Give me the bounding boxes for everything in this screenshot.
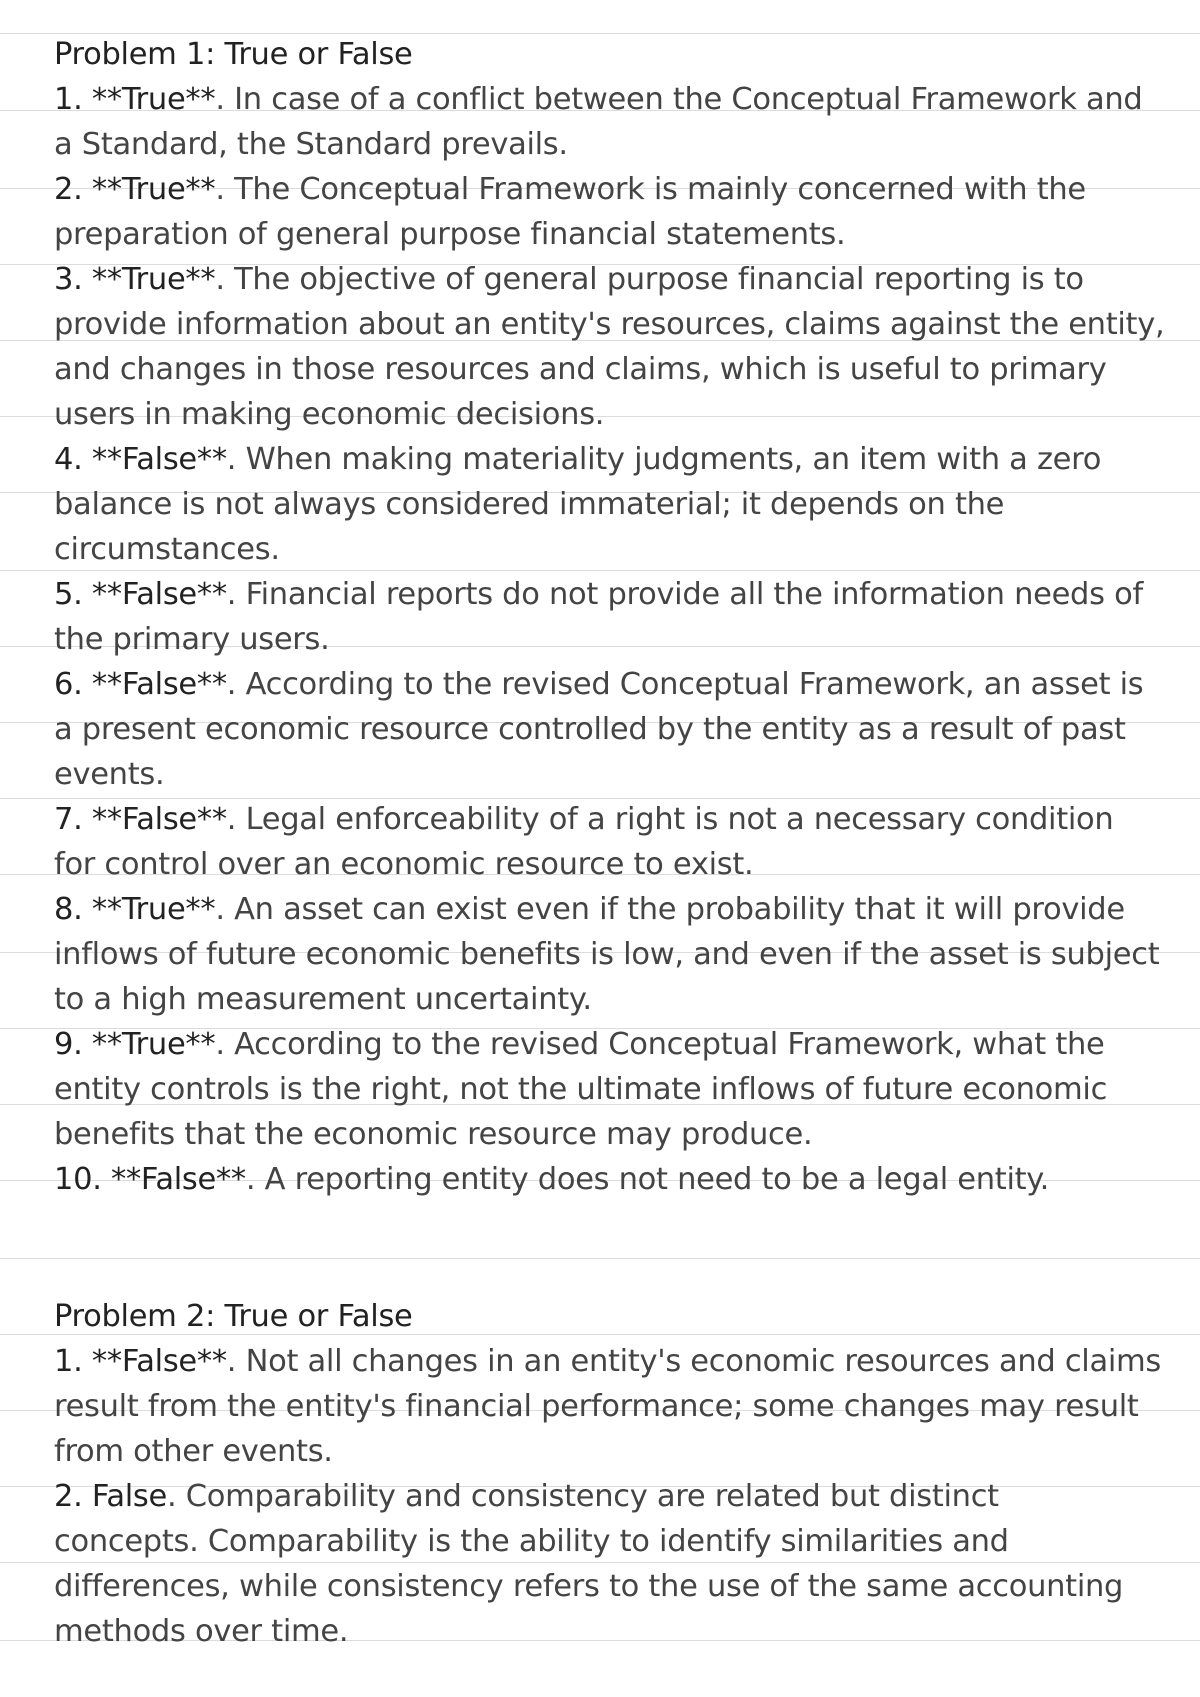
answer-text: concepts. Comparability is the ability to identify similarities and xyxy=(54,1524,1009,1559)
answer-text: differences, while consistency refers to the use of the same accounting xyxy=(54,1569,1124,1604)
answer-text: . According to the revised Conceptual Framework, what the xyxy=(215,1027,1105,1062)
answer-text: . Comparability and consistency are related but distinct xyxy=(167,1479,999,1514)
answer-tag: **True** xyxy=(91,172,216,207)
answer-item-5 xyxy=(54,572,1174,662)
answer-text: and changes in those resources and claims, which is useful to primary xyxy=(54,352,1107,387)
answer-text: events. xyxy=(54,757,165,792)
answer-text: preparation of general purpose financial statements. xyxy=(54,217,846,252)
problem-1-heading: Problem 1: True or False xyxy=(54,37,413,72)
ruled-line xyxy=(0,1258,1200,1259)
answer-tag: False xyxy=(91,1479,167,1514)
answer-item-2 xyxy=(54,167,1174,257)
answer-text: inflows of future economic benefits is low, and even if the asset is subject xyxy=(54,937,1160,972)
answer-tag: **False** xyxy=(91,667,227,702)
answer-tag: **False** xyxy=(91,442,227,477)
answer-item-3 xyxy=(54,257,1174,437)
answer-text: circumstances. xyxy=(54,532,280,567)
answer-tag: **True** xyxy=(91,892,216,927)
answer-tag: **False** xyxy=(111,1162,246,1197)
answer-item-2 xyxy=(54,1474,1174,1654)
answer-item-7 xyxy=(54,797,1174,887)
answer-text: . Legal enforceability of a right is not a necessary condition xyxy=(226,802,1114,837)
item-number: 10. xyxy=(54,1162,102,1197)
answer-text: to a high measurement uncertainty. xyxy=(54,982,592,1017)
answer-text: . In case of a conflict between the Conceptual Framework and xyxy=(215,82,1143,117)
answer-tag: **False** xyxy=(91,802,227,837)
answer-text: the primary users. xyxy=(54,622,330,657)
item-number: 9. xyxy=(54,1027,83,1062)
answer-text: users in making economic decisions. xyxy=(54,397,605,432)
item-number: 2. xyxy=(54,172,83,207)
answer-item-6 xyxy=(54,662,1174,797)
answer-tag: **True** xyxy=(91,82,216,117)
answer-text: methods over time. xyxy=(54,1614,349,1649)
answer-item-4 xyxy=(54,437,1174,572)
answer-tag: **True** xyxy=(91,1027,216,1062)
answer-text: balance is not always considered immaterial; it depends on the xyxy=(54,487,1005,522)
answer-text: . An asset can exist even if the probability that it will provide xyxy=(215,892,1125,927)
answer-item-1 xyxy=(54,77,1174,167)
answer-tag: **True** xyxy=(91,262,216,297)
answer-item-9 xyxy=(54,1022,1174,1157)
answer-item-10 xyxy=(54,1157,1174,1202)
item-number: 3. xyxy=(54,262,83,297)
answer-text: . According to the revised Conceptual Framework, an asset is xyxy=(226,667,1144,702)
item-number: 4. xyxy=(54,442,83,477)
answer-text: benefits that the economic resource may produce. xyxy=(54,1117,813,1152)
answer-text: . The objective of general purpose financial reporting is to xyxy=(215,262,1084,297)
item-number: 7. xyxy=(54,802,83,837)
answer-text: result from the entity's financial performance; some changes may result xyxy=(54,1389,1139,1424)
answer-item-8 xyxy=(54,887,1174,1022)
item-number: 8. xyxy=(54,892,83,927)
answer-text: a present economic resource controlled by the entity as a result of past xyxy=(54,712,1126,747)
answer-text: . Financial reports do not provide all the information needs of xyxy=(226,577,1143,612)
answer-tag: **False** xyxy=(91,1344,227,1379)
answer-item-1 xyxy=(54,1339,1174,1474)
answer-text: . When making materiality judgments, an item with a zero xyxy=(226,442,1102,477)
answer-text: provide information about an entity's resources, claims against the entity, xyxy=(54,307,1165,342)
item-number: 2. xyxy=(54,1479,83,1514)
item-number: 6. xyxy=(54,667,83,702)
problem-2-section xyxy=(54,1294,1174,1654)
answer-text: from other events. xyxy=(54,1434,333,1469)
answer-text: . Not all changes in an entity's economic resources and claims xyxy=(226,1344,1162,1379)
item-number: 1. xyxy=(54,82,83,117)
answer-text: entity controls is the right, not the ultimate inflows of future economic xyxy=(54,1072,1108,1107)
answer-text: a Standard, the Standard prevails. xyxy=(54,127,568,162)
answer-text: . A reporting entity does not need to be a legal entity. xyxy=(245,1162,1050,1197)
item-number: 1. xyxy=(54,1344,83,1379)
answer-text: for control over an economic resource to exist. xyxy=(54,847,754,882)
problem-1-section xyxy=(54,32,1174,1202)
answer-tag: **False** xyxy=(91,577,227,612)
problem-2-heading: Problem 2: True or False xyxy=(54,1299,413,1334)
item-number: 5. xyxy=(54,577,83,612)
answer-text: . The Conceptual Framework is mainly concerned with the xyxy=(215,172,1086,207)
